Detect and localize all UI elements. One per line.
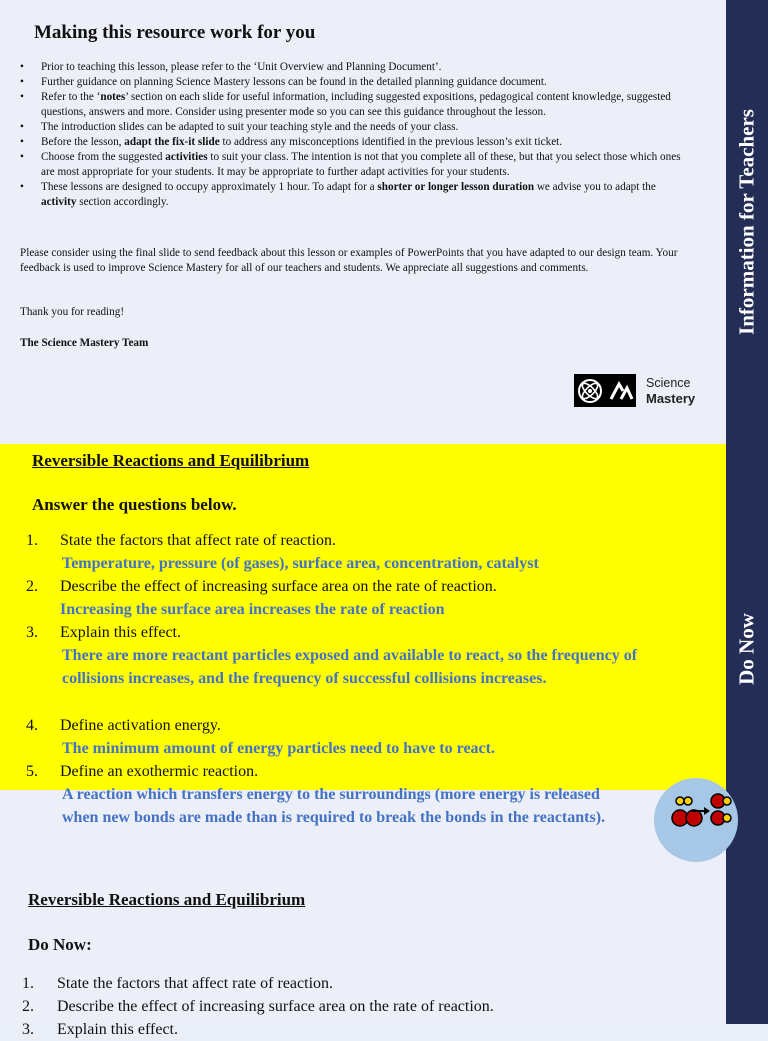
sidebar — [726, 864, 768, 1024]
guidance-bullet: • The introduction slides can be adapted to suit your teaching style and the needs of your class. — [20, 120, 692, 135]
question-number: 4. — [26, 717, 38, 734]
slide-title: Making this resource work for you — [34, 22, 316, 43]
question-text: Define activation energy. — [60, 717, 221, 734]
question-list — [22, 972, 494, 1041]
question-number: 3. — [22, 1021, 34, 1038]
question-text: State the factors that affect rate of reaction. — [57, 975, 334, 992]
guidance-bullet: • Choose from the suggested activities to suit your class. The intention is not that you complete all of these, but that you select those which ones are most appropriate for your students. It may be appropriate to further adapt activities for your students. — [20, 150, 692, 180]
teacher-info-slide — [0, 0, 768, 444]
logo-text-mastery: Mastery — [646, 390, 696, 406]
sidebar-information-for-teachers — [726, 0, 768, 444]
feedback-paragraph: Please consider using the final slide to send feedback about this lesson or examples of PowerPoints that you have adapted to our design team. Your feedback is used to improve Science Mastery for all of our teachers and students. We appreciate all suggestions and comments. — [20, 247, 678, 274]
answer-text: Increasing the surface area increases the rate of reaction — [60, 601, 445, 618]
slide-title: Reversible Reactions and Equilibrium — [32, 451, 310, 470]
slide-subtitle: Do Now: — [28, 935, 92, 954]
guidance-bullet: • Further guidance on planning Science Mastery lessons can be found in the detailed planning guidance document. — [20, 75, 692, 90]
question-text: Explain this effect. — [60, 624, 181, 641]
question-number: 2. — [26, 578, 38, 595]
answer-text: There are more reactant particles exposed and available to react, so the frequency of collisions increases, and the frequency of successful collisions increases. — [62, 647, 638, 687]
question-number: 1. — [22, 975, 34, 992]
list-item — [22, 1018, 494, 1041]
question-text: State the factors that affect rate of reaction. — [60, 532, 337, 549]
guidance-bullet-list — [20, 60, 692, 210]
answer-text: A reaction which transfers energy to the surroundings (more energy is released when new bonds are made than is required to break the bonds in the reactants). — [62, 786, 606, 826]
reaction-particles-icon — [654, 778, 738, 862]
question-text: Describe the effect of increasing surface area on the rate of reaction. — [57, 998, 494, 1015]
science-mastery-logo-icon — [574, 374, 636, 407]
guidance-bullet: • Refer to the ‘notes’ section on each slide for useful information, including suggested expositions, pedagogical content knowledge, suggested questions, answers and more. Consider using presenter mode so you can see this guidance throughout the lesson. — [20, 90, 692, 120]
answer-text: The minimum amount of energy particles need to have to react. — [62, 740, 495, 757]
question-number: 3. — [26, 624, 38, 641]
guidance-bullet: • Before the lesson, adapt the fix-it slide to address any misconceptions identified in the previous lesson’s exit ticket. — [20, 135, 692, 150]
thanks-text: Thank you for reading! — [20, 306, 125, 318]
slide-subtitle: Answer the questions below. — [32, 495, 237, 514]
list-item — [22, 995, 494, 1018]
sidebar-label: Do Now — [734, 613, 759, 685]
question-text: Explain this effect. — [57, 1021, 178, 1038]
team-signature: The Science Mastery Team — [20, 337, 149, 349]
guidance-bullet: • These lessons are designed to occupy approximately 1 hour. To adapt for a shorter or longer lesson duration we advise you to adapt the activity section accordingly. — [20, 180, 692, 210]
question-number: 2. — [22, 998, 34, 1015]
do-now-answers-slide — [0, 444, 768, 864]
question-number: 1. — [26, 532, 38, 549]
slide-title: Reversible Reactions and Equilibrium — [28, 890, 306, 909]
logo-text-science: Science — [646, 375, 691, 390]
list-item — [22, 972, 494, 995]
guidance-bullet: • Prior to teaching this lesson, please refer to the ‘Unit Overview and Planning Document’. — [20, 60, 692, 75]
question-number: 5. — [26, 763, 38, 780]
sidebar-label: Information for Teachers — [734, 109, 759, 335]
question-text: Define an exothermic reaction. — [60, 763, 259, 780]
science-mastery-logo — [574, 374, 695, 407]
do-now-slide — [0, 864, 768, 1038]
question-text: Describe the effect of increasing surface area on the rate of reaction. — [60, 578, 497, 595]
answer-text: Temperature, pressure (of gases), surface area, concentration, catalyst — [62, 555, 539, 572]
